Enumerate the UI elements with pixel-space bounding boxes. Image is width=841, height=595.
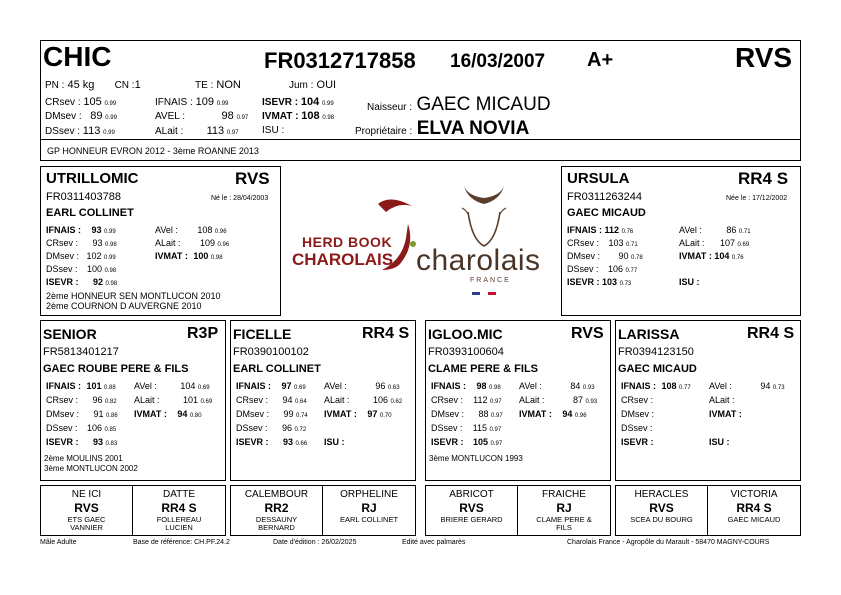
animal-name: CHIC	[43, 41, 112, 72]
gp-stat-ifnais: IFNAIS : 98 0.98	[431, 381, 501, 391]
avel-row: AVEL : 98 0.97	[155, 110, 249, 122]
gp-palmares-2: 3ème MONTLUCON 2002	[44, 464, 138, 473]
ggp-cell	[41, 486, 133, 535]
dam-ivmat: IVMAT : 104 0.76	[679, 251, 744, 261]
ggp-qualif: RVS	[459, 501, 484, 515]
gp-stat-ivmat: IVMAT :	[709, 409, 742, 419]
main-animal-box	[40, 40, 801, 161]
gp-stat-ifnais: IFNAIS : 101 0.88	[46, 381, 116, 391]
gp-stat-ivmat: IVMAT : 94 0.80	[134, 409, 202, 419]
sire-avel: AVel : 108 0.96	[155, 225, 227, 235]
gp-stat-dmsev: DMsev :	[621, 409, 655, 419]
ggp-owner: CLAME PERE & FILS	[536, 515, 592, 532]
sire-crsev: CRsev : 93 0.98	[46, 238, 117, 248]
ggp-owner: SCEA DU BOURG	[630, 515, 693, 524]
gp-stat-ifnais: IFNAIS : 97 0.69	[236, 381, 306, 391]
ifnais-row: IFNAIS : 109 0.99	[155, 96, 229, 108]
gp-stat-dssev: DSsev : 106 0.85	[46, 423, 117, 433]
gp-id: FR0393100604	[428, 346, 504, 358]
sire-alait: ALait : 109 0.96	[155, 238, 230, 248]
birth-date: 16/03/2007	[450, 51, 546, 72]
gp-palmares-1: 3ème MONTLUCON 1993	[429, 454, 523, 463]
ggp-name: HERACLES	[634, 489, 689, 500]
gp-qualif: RVS	[571, 325, 604, 342]
gp-qualif: R3P	[187, 325, 219, 342]
ggp-name: DATTE	[162, 489, 196, 500]
gp-breeder: CLAME PERE & FILS	[428, 363, 539, 375]
ggp-group-4	[615, 485, 801, 536]
ggp-name: NE ICI	[71, 489, 102, 500]
ggp-cell	[426, 486, 518, 535]
ggp-group-3	[425, 485, 611, 536]
crsev-row: CRsev : 105 0.99	[45, 96, 117, 108]
dam-breeder: GAEC MICAUD	[567, 207, 646, 219]
ggp-owner: EARL COLLINET	[339, 515, 399, 524]
gp-name: LARISSA	[618, 326, 680, 342]
sire-dssev: DSsev : 100 0.98	[46, 264, 117, 274]
ggp-name: FRAICHE	[542, 489, 586, 500]
gp-stat-ivmat: IVMAT : 94 0.96	[519, 409, 587, 419]
gp-stat-avel: AVel : 96 0.63	[324, 381, 400, 391]
footer-edition: Date d'édition : 26/02/2025	[273, 539, 357, 546]
ggp-qualif: RVS	[649, 501, 674, 515]
gp-stat-isevr: ISEVR : 93 0.83	[46, 437, 118, 447]
ggp-name: CALEMBOUR	[244, 489, 309, 500]
dam-qualif: RR4 S	[738, 169, 789, 188]
proprietaire: Propriétaire : ELVA NOVIA	[355, 118, 530, 139]
dam-crsev: CRsev : 103 0.71	[567, 238, 638, 248]
sire-ivmat: IVMAT : 100 0.98	[155, 251, 223, 261]
alait-row: ALait : 113 0.97	[155, 125, 239, 137]
dam-dmsev: DMsev : 90 0.78	[567, 251, 643, 261]
sire-qualif: RVS	[235, 169, 270, 188]
grandparent-box	[615, 320, 801, 481]
gp-stat-ivmat: IVMAT : 97 0.70	[324, 409, 392, 419]
sire-palmares-1: 2ème HONNEUR SEN MONTLUCON 2010	[46, 291, 221, 301]
ggp-group-1	[40, 485, 226, 536]
sire-id: FR0311403788	[46, 191, 122, 203]
gp-palmares-1: 2ème MOULINS 2001	[44, 454, 123, 463]
gp-isu: ISU :	[324, 437, 345, 447]
naisseur: Naisseur : GAEC MICAUD	[367, 94, 551, 115]
sire-box	[40, 166, 281, 316]
ivmat-row: IVMAT : 108 0.98	[262, 110, 335, 122]
footer-base: Base de référence: CH.PF.24.2	[133, 539, 230, 546]
dam-isu: ISU :	[679, 277, 700, 287]
isu-row: ISU :	[262, 125, 285, 136]
isevr-row: ISEVR : 104 0.99	[262, 96, 334, 108]
charolais-france-logo	[416, 180, 556, 302]
gp-isu: ISU :	[709, 437, 730, 447]
dam-avel: AVel : 86 0.71	[679, 225, 751, 235]
gp-stat-isevr: ISEVR : 93 0.66	[236, 437, 308, 447]
gp-stat-crsev: CRsev : 94 0.64	[236, 395, 307, 405]
gp-id: FR0390100102	[233, 346, 309, 358]
gp-breeder: GAEC ROUBE PERE & FILS	[43, 363, 189, 375]
gp-stat-alait: ALait :	[709, 395, 735, 405]
gp-name: SENIOR	[43, 326, 97, 342]
grandparent-box	[230, 320, 416, 481]
ggp-group-2	[230, 485, 416, 536]
ggp-cell	[231, 486, 323, 535]
sire-dmsev: DMsev : 102 0.99	[46, 251, 116, 261]
gp-stat-alait: ALait : 87 0.93	[519, 395, 598, 405]
ggp-cell	[133, 486, 225, 535]
gp-stat-crsev: CRsev : 96 0.82	[46, 395, 117, 405]
gp-stat-avel: AVel : 104 0.69	[134, 381, 210, 391]
ggp-owner: BRIERE GERARD	[440, 515, 503, 524]
gp-stat-dmsev: DMsev : 88 0.97	[431, 409, 503, 419]
ggp-owner: GAEC MICAUD	[727, 515, 781, 524]
gp-name: IGLOO.MIC	[428, 326, 503, 342]
ggp-owner: DESSAUNY BERNARD	[255, 515, 298, 532]
gp-name: FICELLE	[233, 326, 292, 342]
ggp-qualif: RJ	[361, 501, 377, 515]
gp-stat-isevr: ISEVR : 105 0.97	[431, 437, 503, 447]
sire-breeder: EARL COLLINET	[46, 207, 134, 219]
gp-stat-crsev: CRsev : 112 0.97	[431, 395, 502, 405]
dam-id: FR0311263244	[567, 191, 643, 203]
grade: A+	[587, 49, 614, 71]
grandparent-box	[40, 320, 226, 481]
sire-isevr: ISEVR : 92 0.98	[46, 277, 118, 287]
main-palmares: GP HONNEUR EVRON 2012 - 3ème ROANNE 2013	[47, 146, 259, 156]
dam-isevr: ISEVR : 103 0.73	[567, 277, 632, 287]
ggp-name: ABRICOT	[449, 489, 494, 500]
footer-org: Charolais France - Agropôle du Marault - 58470 MAGNY-COURS	[567, 539, 770, 546]
pn-row: PN : 45 kg CN :1	[45, 79, 141, 91]
ggp-cell	[518, 486, 610, 535]
gp-stat-dssev: DSsev :	[621, 423, 653, 433]
herd-book-line2: CHAROLAIS	[292, 250, 394, 269]
gp-stat-alait: ALait : 101 0.69	[134, 395, 213, 405]
gp-stat-avel: AVel : 84 0.93	[519, 381, 595, 391]
gp-stat-dmsev: DMsev : 99 0.74	[236, 409, 308, 419]
footer-palmares-note: Edité avec palmarès	[402, 539, 466, 546]
gp-breeder: EARL COLLINET	[233, 363, 321, 375]
ggp-qualif: RR2	[264, 501, 289, 515]
charolais-word: charolais	[416, 244, 541, 277]
herd-book-line1: HERD BOOK	[302, 234, 393, 250]
gp-stat-ifnais: IFNAIS : 108 0.77	[621, 381, 691, 391]
ggp-name: VICTORIA	[730, 489, 778, 500]
gp-qualif: RR4 S	[747, 325, 795, 342]
animal-id: FR0312717858	[264, 48, 416, 73]
ggp-name: ORPHELINE	[340, 489, 398, 500]
gp-stat-dssev: DSsev : 115 0.97	[431, 423, 502, 433]
dmsev-row: DMsev : 89 0.99	[45, 110, 117, 122]
gp-stat-avel: AVel : 94 0.73	[709, 381, 785, 391]
ggp-owner: FOLLEREAU LUCIEN	[156, 515, 202, 532]
te-row: TE : NON	[195, 79, 241, 91]
dam-dssev: DSsev : 106 0.77	[567, 264, 638, 274]
sire-birth: Né le : 28/04/2003	[211, 195, 269, 202]
ggp-owner: ETS GAEC VANNIER	[67, 515, 106, 532]
ggp-cell	[616, 486, 708, 535]
ggp-cell	[708, 486, 800, 535]
sire-ifnais: IFNAIS : 93 0.99	[46, 225, 116, 235]
jum-row: Jum : OUI	[289, 79, 337, 91]
gp-breeder: GAEC MICAUD	[618, 363, 697, 375]
sire-palmares-2: 2ème COURNON D AUVERGNE 2010	[46, 301, 202, 311]
gp-stat-alait: ALait : 106 0.62	[324, 395, 403, 405]
gp-stat-isevr: ISEVR :	[621, 437, 654, 447]
gp-stat-crsev: CRsev :	[621, 395, 654, 405]
dam-birth: Née le : 17/12/2002	[726, 195, 788, 202]
gp-qualif: RR4 S	[362, 325, 410, 342]
ggp-qualif: RR4 S	[161, 501, 197, 515]
dam-box	[561, 166, 801, 316]
ggp-cell	[323, 486, 415, 535]
ggp-qualif: RVS	[74, 501, 99, 515]
charolais-country: FRANCE	[470, 277, 511, 284]
footer-sex: Mâle Adulte	[40, 539, 77, 546]
divider	[41, 139, 800, 140]
gp-id: FR0394123150	[618, 346, 694, 358]
herd-book-logo	[290, 190, 420, 280]
dam-alait: ALait : 107 0.69	[679, 238, 750, 248]
grandparent-box	[425, 320, 611, 481]
ggp-qualif: RJ	[556, 501, 572, 515]
gp-stat-dmsev: DMsev : 91 0.86	[46, 409, 118, 419]
dam-ifnais: IFNAIS : 112 0.76	[567, 225, 634, 235]
qualification: RVS	[735, 42, 793, 73]
dssev-row: DSsev : 113 0.99	[45, 125, 115, 137]
dam-name: URSULA	[567, 170, 630, 187]
gp-stat-dssev: DSsev : 96 0.72	[236, 423, 307, 433]
ggp-qualif: RR4 S	[736, 501, 772, 515]
sire-name: UTRILLOMIC	[46, 170, 139, 187]
gp-id: FR5813401217	[43, 346, 119, 358]
